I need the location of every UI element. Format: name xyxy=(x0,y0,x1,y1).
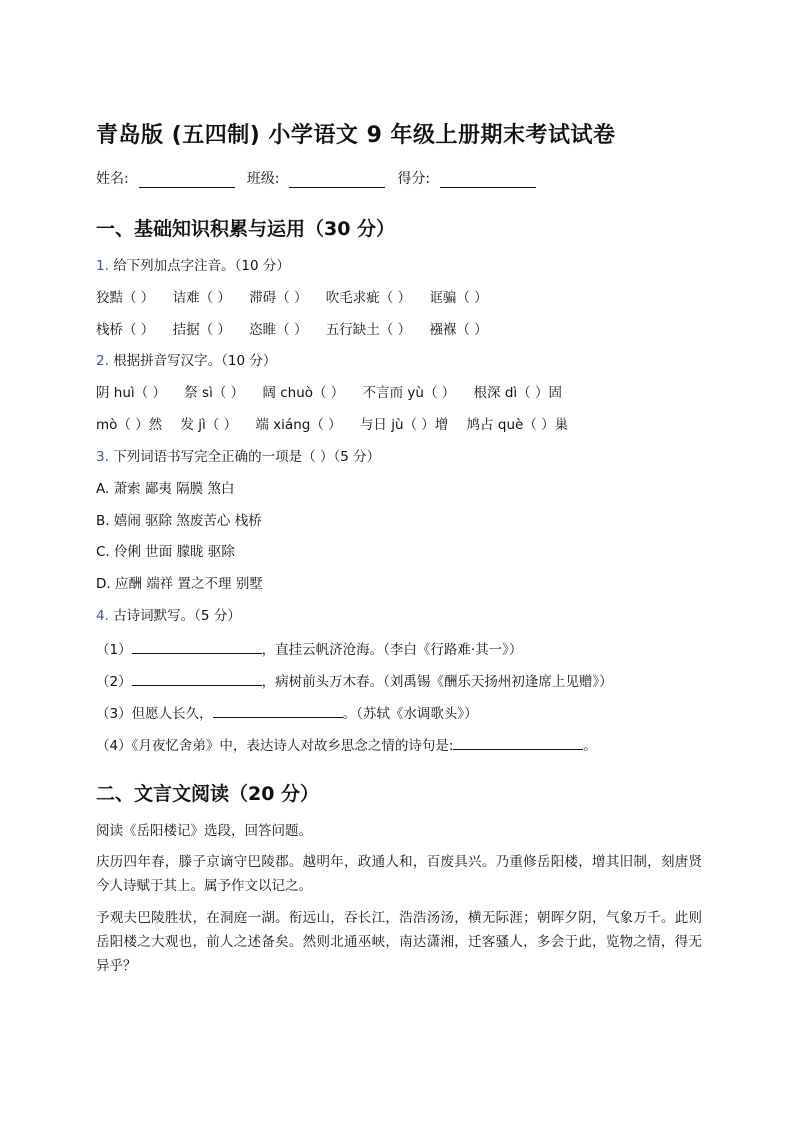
q2-item: 与日 jù（ ）增 xyxy=(359,417,449,433)
section1-heading: 一、基础知识积累与运用（30 分） xyxy=(96,218,396,240)
q1-item: 恣睢（ ） xyxy=(249,322,308,338)
q1-item: 栈桥（ ） xyxy=(96,322,155,338)
q1-text: 给下列加点字注音。（10 分） xyxy=(113,258,290,274)
q1-item: 诓骗（ ） xyxy=(429,290,488,306)
q2-item: mò（ ）然 xyxy=(96,417,163,433)
q3-option-c: C. 伶俐 世面 朦眬 驱除 xyxy=(96,544,235,560)
q4-line-1 xyxy=(96,639,522,659)
q4-prompt xyxy=(96,607,241,625)
reading-paragraph-2: 予观夫巴陵胜状，在洞庭一湖。衔远山，吞长江，浩浩汤汤，横无际涯；朝晖夕阴，气象万千。此则岳阳楼之大观也，前人之述备矣。然则北通巫峡，南达潇湘，迁客骚人，多会于此，览物之情，得无异乎？ xyxy=(96,910,702,974)
q4-line-4 xyxy=(96,735,597,755)
q1-item: 襁褓（ ） xyxy=(429,322,488,338)
q4-line-2 xyxy=(96,671,613,691)
q2-item: 祭 sì（ ） xyxy=(184,385,245,401)
q2-item: 发 jì（ ） xyxy=(180,417,238,433)
q1-item: 狡黠（ ） xyxy=(96,290,155,306)
q3-text: 下列词语书写完全正确的一项是（ ）（5 分） xyxy=(113,449,381,465)
reading-intro: 阅读《岳阳楼记》选段，回答问题。 xyxy=(96,823,312,839)
q2-item: 鸠占 què（ ）巢 xyxy=(466,417,569,433)
answer-blank[interactable] xyxy=(132,671,262,686)
q2-item: 端 xiáng（ ） xyxy=(255,417,342,433)
q2-text: 根据拼音写汉字。（10 分） xyxy=(113,353,277,369)
name-label: 姓名: xyxy=(96,171,129,187)
q2-row2 xyxy=(96,416,568,434)
q1-row1 xyxy=(96,289,488,307)
page-title: 青岛版 (五四制) 小学语文 9 年级上册期末考试试卷 xyxy=(96,123,616,148)
q4-line-3 xyxy=(96,703,478,723)
q3-option-d: D. 应酬 端祥 置之不理 别墅 xyxy=(96,576,263,592)
q4-line-prefix: （2） xyxy=(96,674,132,690)
reading-paragraph-1: 庆历四年春，滕子京谪守巴陵郡。越明年，政通人和，百废具兴。乃重修岳阳楼，增其旧制，刻唐贤今人诗赋于其上。属予作文以记之。 xyxy=(96,854,702,894)
q4-line-prefix: （3）但愿人长久， xyxy=(96,706,213,722)
q2-item: 阔 chuò（ ） xyxy=(262,385,345,401)
q3-option-b: B. 嬉闹 驱除 煞废苦心 栈桥 xyxy=(96,513,262,529)
name-blank[interactable] xyxy=(139,171,235,188)
q4-line-suffix: ，直挂云帆济沧海。（李白《行路难·其一》） xyxy=(261,642,523,658)
student-info-row xyxy=(96,168,548,188)
q1-row2 xyxy=(96,321,488,339)
q3-number: 3. xyxy=(96,449,109,465)
q1-item: 吹毛求疵（ ） xyxy=(325,290,412,306)
q4-text: 古诗词默写。（5 分） xyxy=(113,608,241,624)
score-blank[interactable] xyxy=(440,171,536,188)
answer-blank[interactable] xyxy=(132,639,262,654)
q4-line-suffix: ，病树前头万木春。（刘禹锡《酬乐天扬州初逢席上见赠》） xyxy=(261,674,613,690)
answer-blank[interactable] xyxy=(213,703,343,718)
q4-line-suffix: 。（苏轼《水调歌头》） xyxy=(342,706,478,722)
q1-item: 拮据（ ） xyxy=(172,322,231,338)
q1-item: 滞碍（ ） xyxy=(249,290,308,306)
q1-item: 五行缺土（ ） xyxy=(325,322,412,338)
q2-item: 根深 dì（ ）固 xyxy=(473,385,562,401)
q3-prompt xyxy=(96,448,380,466)
answer-blank[interactable] xyxy=(453,735,583,750)
class-blank[interactable] xyxy=(289,171,385,188)
q1-item: 诘难（ ） xyxy=(172,290,231,306)
q4-line-prefix: （4）《月夜忆舍弟》中，表达诗人对故乡思念之情的诗句是: xyxy=(96,738,454,754)
q2-row1 xyxy=(96,384,562,402)
class-label: 班级: xyxy=(246,171,280,187)
q2-item: 阴 huì（ ） xyxy=(96,385,166,401)
q1-prompt xyxy=(96,257,290,275)
section2-heading: 二、文言文阅读（20 分） xyxy=(96,783,320,805)
q1-number: 1. xyxy=(96,258,109,274)
q2-number: 2. xyxy=(96,353,109,369)
q4-line-suffix: 。 xyxy=(583,738,597,754)
q2-item: 不言而 yù（ ） xyxy=(362,385,456,401)
q4-line-prefix: （1） xyxy=(96,642,132,658)
score-label: 得分: xyxy=(397,171,431,187)
q4-number: 4. xyxy=(96,608,109,624)
q2-prompt xyxy=(96,352,276,370)
q3-option-a: A. 萧索 鄙夷 隔膜 煞白 xyxy=(96,481,235,497)
